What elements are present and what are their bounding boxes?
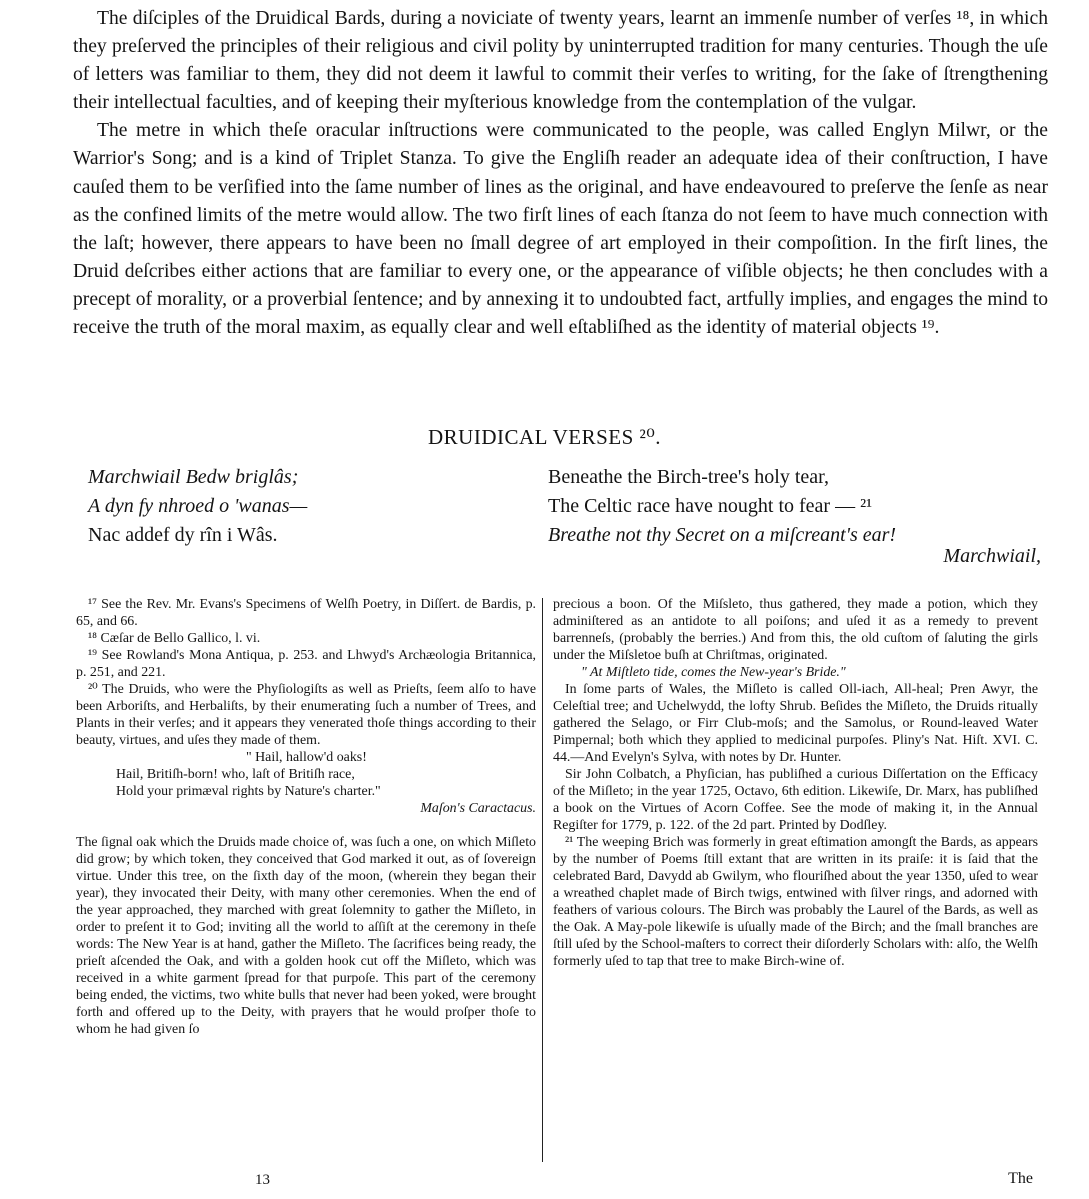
english-verse bbox=[548, 463, 896, 550]
page-number: 13 bbox=[255, 1172, 270, 1188]
verse-line: A dyn fy nhroed o 'wanas— bbox=[88, 495, 308, 517]
footnote-20: ²⁰ The Druids, who were the Phyſiologiſts as well as Prieſts, ſeem alſo to have been Arboriſts, and Herbaliſts, by their enumerating ſuch a number of Trees, and Plants in their verſes; and it appears they venerated thoſe things according to their beauty, virtues, and uſes they made of them. bbox=[76, 682, 536, 748]
footnote-17: ¹⁷ See the Rev. Mr. Evans's Specimens of Welſh Poetry, in Diſſert. de Bardis, p. 65, and 66. bbox=[76, 597, 536, 629]
quote-line: Hold your primæval rights by Nature's charter." bbox=[116, 784, 381, 799]
misleto-saying: " At Miſtleto tide, comes the New-year's Bride." bbox=[581, 665, 846, 680]
verse-line: Breathe not thy Secret on a miſcreant's ear! bbox=[548, 524, 897, 546]
verse-line: Nac addef dy rîn i Wâs. bbox=[88, 524, 278, 546]
footnotes-left-column bbox=[76, 596, 536, 1038]
oak-paragraph: The ſignal oak which the Druids made choice of, was ſuch a one, on which Miſleto did grow; by which token, they conceived that God marked it out, as of ſovereign virtue. Under this tree, on the ſixth day of the moon, (wherein they began their year), they invocated their Deity, with many other ceremonies. When the end of the year approached, they marched with great ſolemnity to gather the Miſleto, in order to preſent it to God; inviting all the world to aſſiſt at the ceremony in theſe words: The New Year is at hand, gather the Miſleto. The ſacrifices being ready, the prieſt aſcended the Oak, and with a golden hook cut off the Miſleto, which was received in a white garment ſpread for that purpoſe. This part of the ceremony being ended, the victims, two white bulls that never had been yoked, were brought forth and offered up to the Deity, with prayers that he would proſper thoſe to whom he had given ſo bbox=[76, 835, 536, 1037]
paragraph-bards: The diſciples of the Druidical Bards, during a noviciate of twenty years, learnt an immenſe number of verſes ¹⁸, in which they preſerved the principles of their religious and civil polity by uninterrupted tradition for many centuries. Though the uſe of letters was familiar to them, they did not deem it lawful to commit their verſes to writing, for the ſake of ſtrengthening their intellectual faculties, and of keeping their myſterious knowledge from the contemplation of the vulgar. bbox=[73, 8, 1048, 114]
colbatch-paragraph: Sir John Colbatch, a Phyſician, has publiſhed a curious Diſſertation on the Efficacy of the Miſleto; in the year 1725, Octavo, 6th edition. Likewiſe, Dr. Marx, has publiſhed a book on the Virtues of Acorn Coffee. See the mode of making it, in the Annual Regiſter for 1779, p. 122. of the 2d part. Printed by Dodſley. bbox=[553, 767, 1038, 833]
paragraph-metre: The metre in which theſe oracular inſtructions were communicated to the people, was called Englyn Milwr, or the Warrior's Song; and is a kind of Triplet Stanza. To give the Engliſh reader an adequate idea of their conſtruction, I have cauſed them to be verſified into the ſame number of lines as the original, and have endeavoured to preſerve the ſenſe as near as the confined limits of the metre would allow. The two firſt lines of each ſtanza do not ſeem to have much connection with the laſt; however, there appears to have been no ſmall degree of art employed in their compoſition. In the firſt lines, the Druid deſcribes either actions that are familiar to every one, or the appearance of viſible objects; he then concludes with a precept of morality, or a proverbial ſentence; and by annexing it to undoubted fact, artfully implies, and engages the mind to receive the truth of the moral maxim, as equally clear and well eſtabliſhed as the identity of material objects ¹⁹. bbox=[73, 120, 1048, 339]
quote-line: " Hail, hallow'd oaks! bbox=[246, 750, 367, 765]
verse-line: Beneathe the Birch-tree's holy tear, bbox=[548, 466, 830, 488]
page-catchword: The bbox=[1008, 1170, 1033, 1187]
section-heading: DRUIDICAL VERSES ²⁰. bbox=[428, 425, 661, 449]
quote-attribution: Maſon's Caractacus. bbox=[420, 801, 536, 816]
column-divider bbox=[542, 598, 543, 1162]
main-text bbox=[73, 5, 1048, 342]
verse-line: Marchwiail Bedw briglâs; bbox=[88, 466, 299, 488]
footnote-19: ¹⁹ See Rowland's Mona Antiqua, p. 253. and Lhwyd's Archæologia Britannica, p. 251, and 221. bbox=[76, 648, 536, 680]
footnotes-right-column bbox=[553, 596, 1038, 970]
welsh-verse bbox=[88, 463, 307, 550]
caractacus-quote bbox=[76, 749, 536, 800]
footnote-18: ¹⁸ Cæſar de Bello Gallico, l. vi. bbox=[88, 631, 261, 646]
verse-line: The Celtic race have nought to fear — ²¹ bbox=[548, 495, 873, 517]
footnote-21: ²¹ The weeping Brich was formerly in great eſtimation amongſt the Bards, as appears by the number of Poems ſtill extant that are written in its praiſe: it is ſaid that the celebrated Bard, Davydd ab Gwilym, who flouriſhed about the year 1350, uſed to wear a wreathed chaplet made of Birch twigs, entwined with ſilver rings, and adorned with feathers of various colours. The Birch was probably the Laurel of the Bards, as well as the Oak. A May-pole likewiſe is uſually made of the Birch; and the ſmall branches are ſtill uſed by the School-maſters to correct their diſorderly Scholars with: alſo, the Welſh formerly uſed to tap that tree to make Birch-wine of. bbox=[553, 835, 1038, 969]
verse-catchword: Marchwiail, bbox=[943, 545, 1041, 567]
wales-paragraph: In ſome parts of Wales, the Miſleto is called Oll-iach, All-heal; Pren Awyr, the Celeſtial tree; and Uchelwydd, the lofty Shrub. Beſides the Miſleto, the Druids ritually gathered the Selago, or Firr Club-moſs; and the Samolus, or Round-leaved Water Pimpernal; both which they applied to medicinal purpoſes. Pliny's Nat. Hiſt. XVI. C. 44.—And Evelyn's Sylva, with notes by Dr. Hunter. bbox=[553, 682, 1038, 765]
quote-line: Hail, Britiſh-born! who, laſt of Britiſh race, bbox=[116, 767, 355, 782]
misleto-paragraph: precious a boon. Of the Miſsleto, thus gathered, they made a potion, which they adminiſtered as an antidote to all poiſons; and uſed it as a remedy to prevent barrenneſs, (probably the berries.) And from this, the old cuſtom of ſaluting the girls under the Miſsletoe buſh at Chriſtmas, originated. bbox=[553, 597, 1038, 663]
